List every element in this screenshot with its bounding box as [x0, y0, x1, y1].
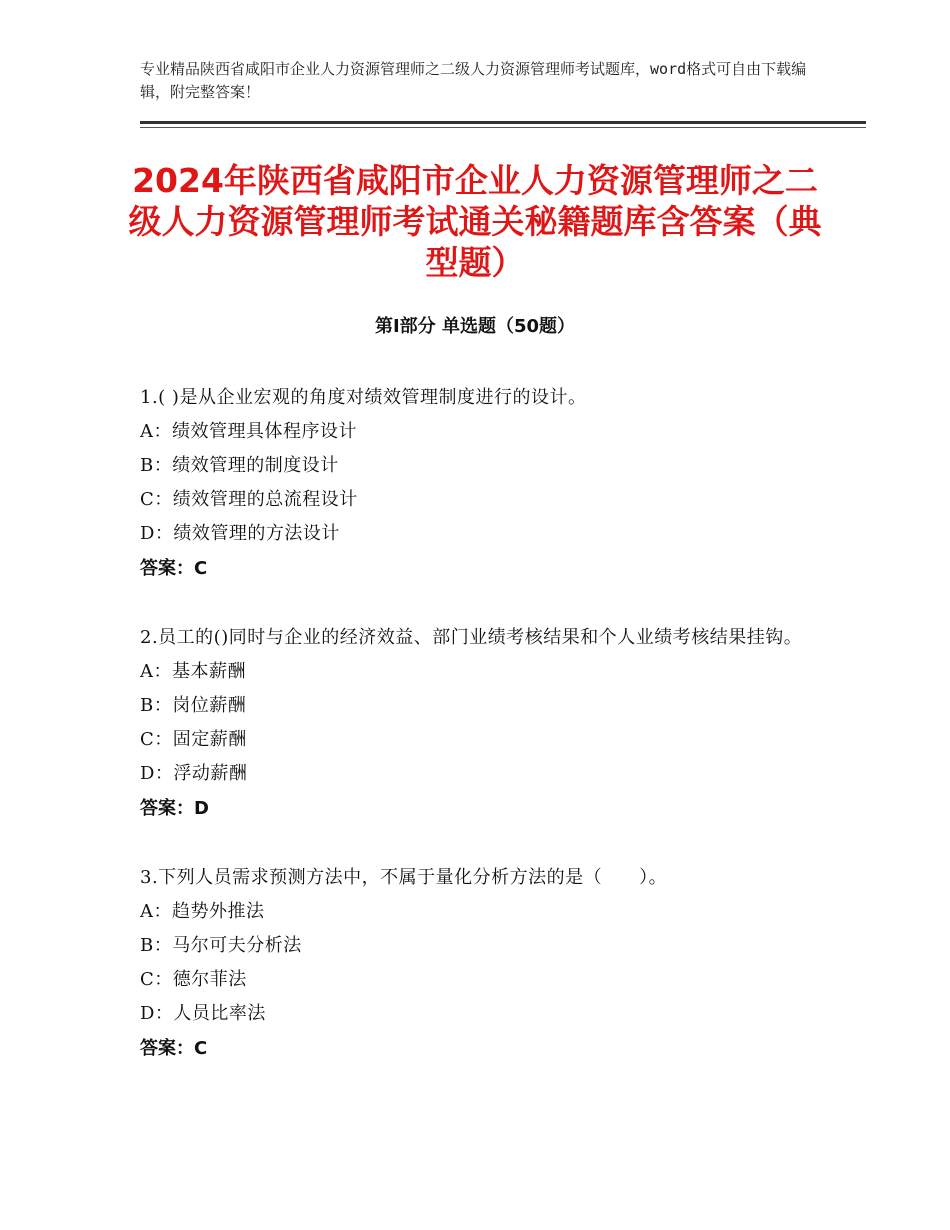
- option-d: D：绩效管理的方法设计: [140, 523, 340, 544]
- question-1: [140, 381, 820, 587]
- header-divider-thin: [140, 127, 866, 128]
- option-c: C：德尔菲法: [140, 969, 247, 990]
- question-2: [140, 621, 820, 827]
- option-c: C：固定薪酬: [140, 729, 247, 750]
- option-d: D：浮动薪酬: [140, 763, 248, 784]
- question-list: [140, 381, 820, 1101]
- page-title: 2024年陕西省咸阳市企业人力资源管理师之二级人力资源管理师考试通关秘籍题库含答案（典型题）: [128, 161, 822, 282]
- option-d: D：人员比率法: [140, 1003, 266, 1024]
- option-b: B：绩效管理的制度设计: [140, 455, 339, 476]
- option-b: B：马尔可夫分析法: [140, 935, 302, 956]
- option-a: A：趋势外推法: [140, 901, 265, 922]
- option-a: A：基本薪酬: [140, 661, 246, 682]
- option-b: B：岗位薪酬: [140, 695, 247, 716]
- header-divider-thick: [140, 121, 866, 124]
- question-stem: 1.( )是从企业宏观的角度对绩效管理制度进行的设计。: [140, 387, 587, 408]
- question-stem: 3.下列人员需求预测方法中，不属于量化分析方法的是（ ）。: [140, 867, 668, 888]
- header-note: 专业精品陕西省咸阳市企业人力资源管理师之二级人力资源管理师考试题库，word格式可自由下载编辑，附完整答案！: [140, 60, 807, 101]
- option-a: A：绩效管理具体程序设计: [140, 421, 357, 442]
- answer: 答案：D: [140, 798, 209, 819]
- answer: 答案：C: [140, 1038, 208, 1059]
- question-3: [140, 861, 820, 1067]
- option-c: C：绩效管理的总流程设计: [140, 489, 358, 510]
- answer: 答案：C: [140, 558, 208, 579]
- question-stem: 2.员工的()同时与企业的经济效益、部门业绩考核结果和个人业绩考核结果挂钩。: [140, 627, 803, 648]
- section-heading: 第Ⅰ部分 单选题（50题）: [374, 316, 575, 337]
